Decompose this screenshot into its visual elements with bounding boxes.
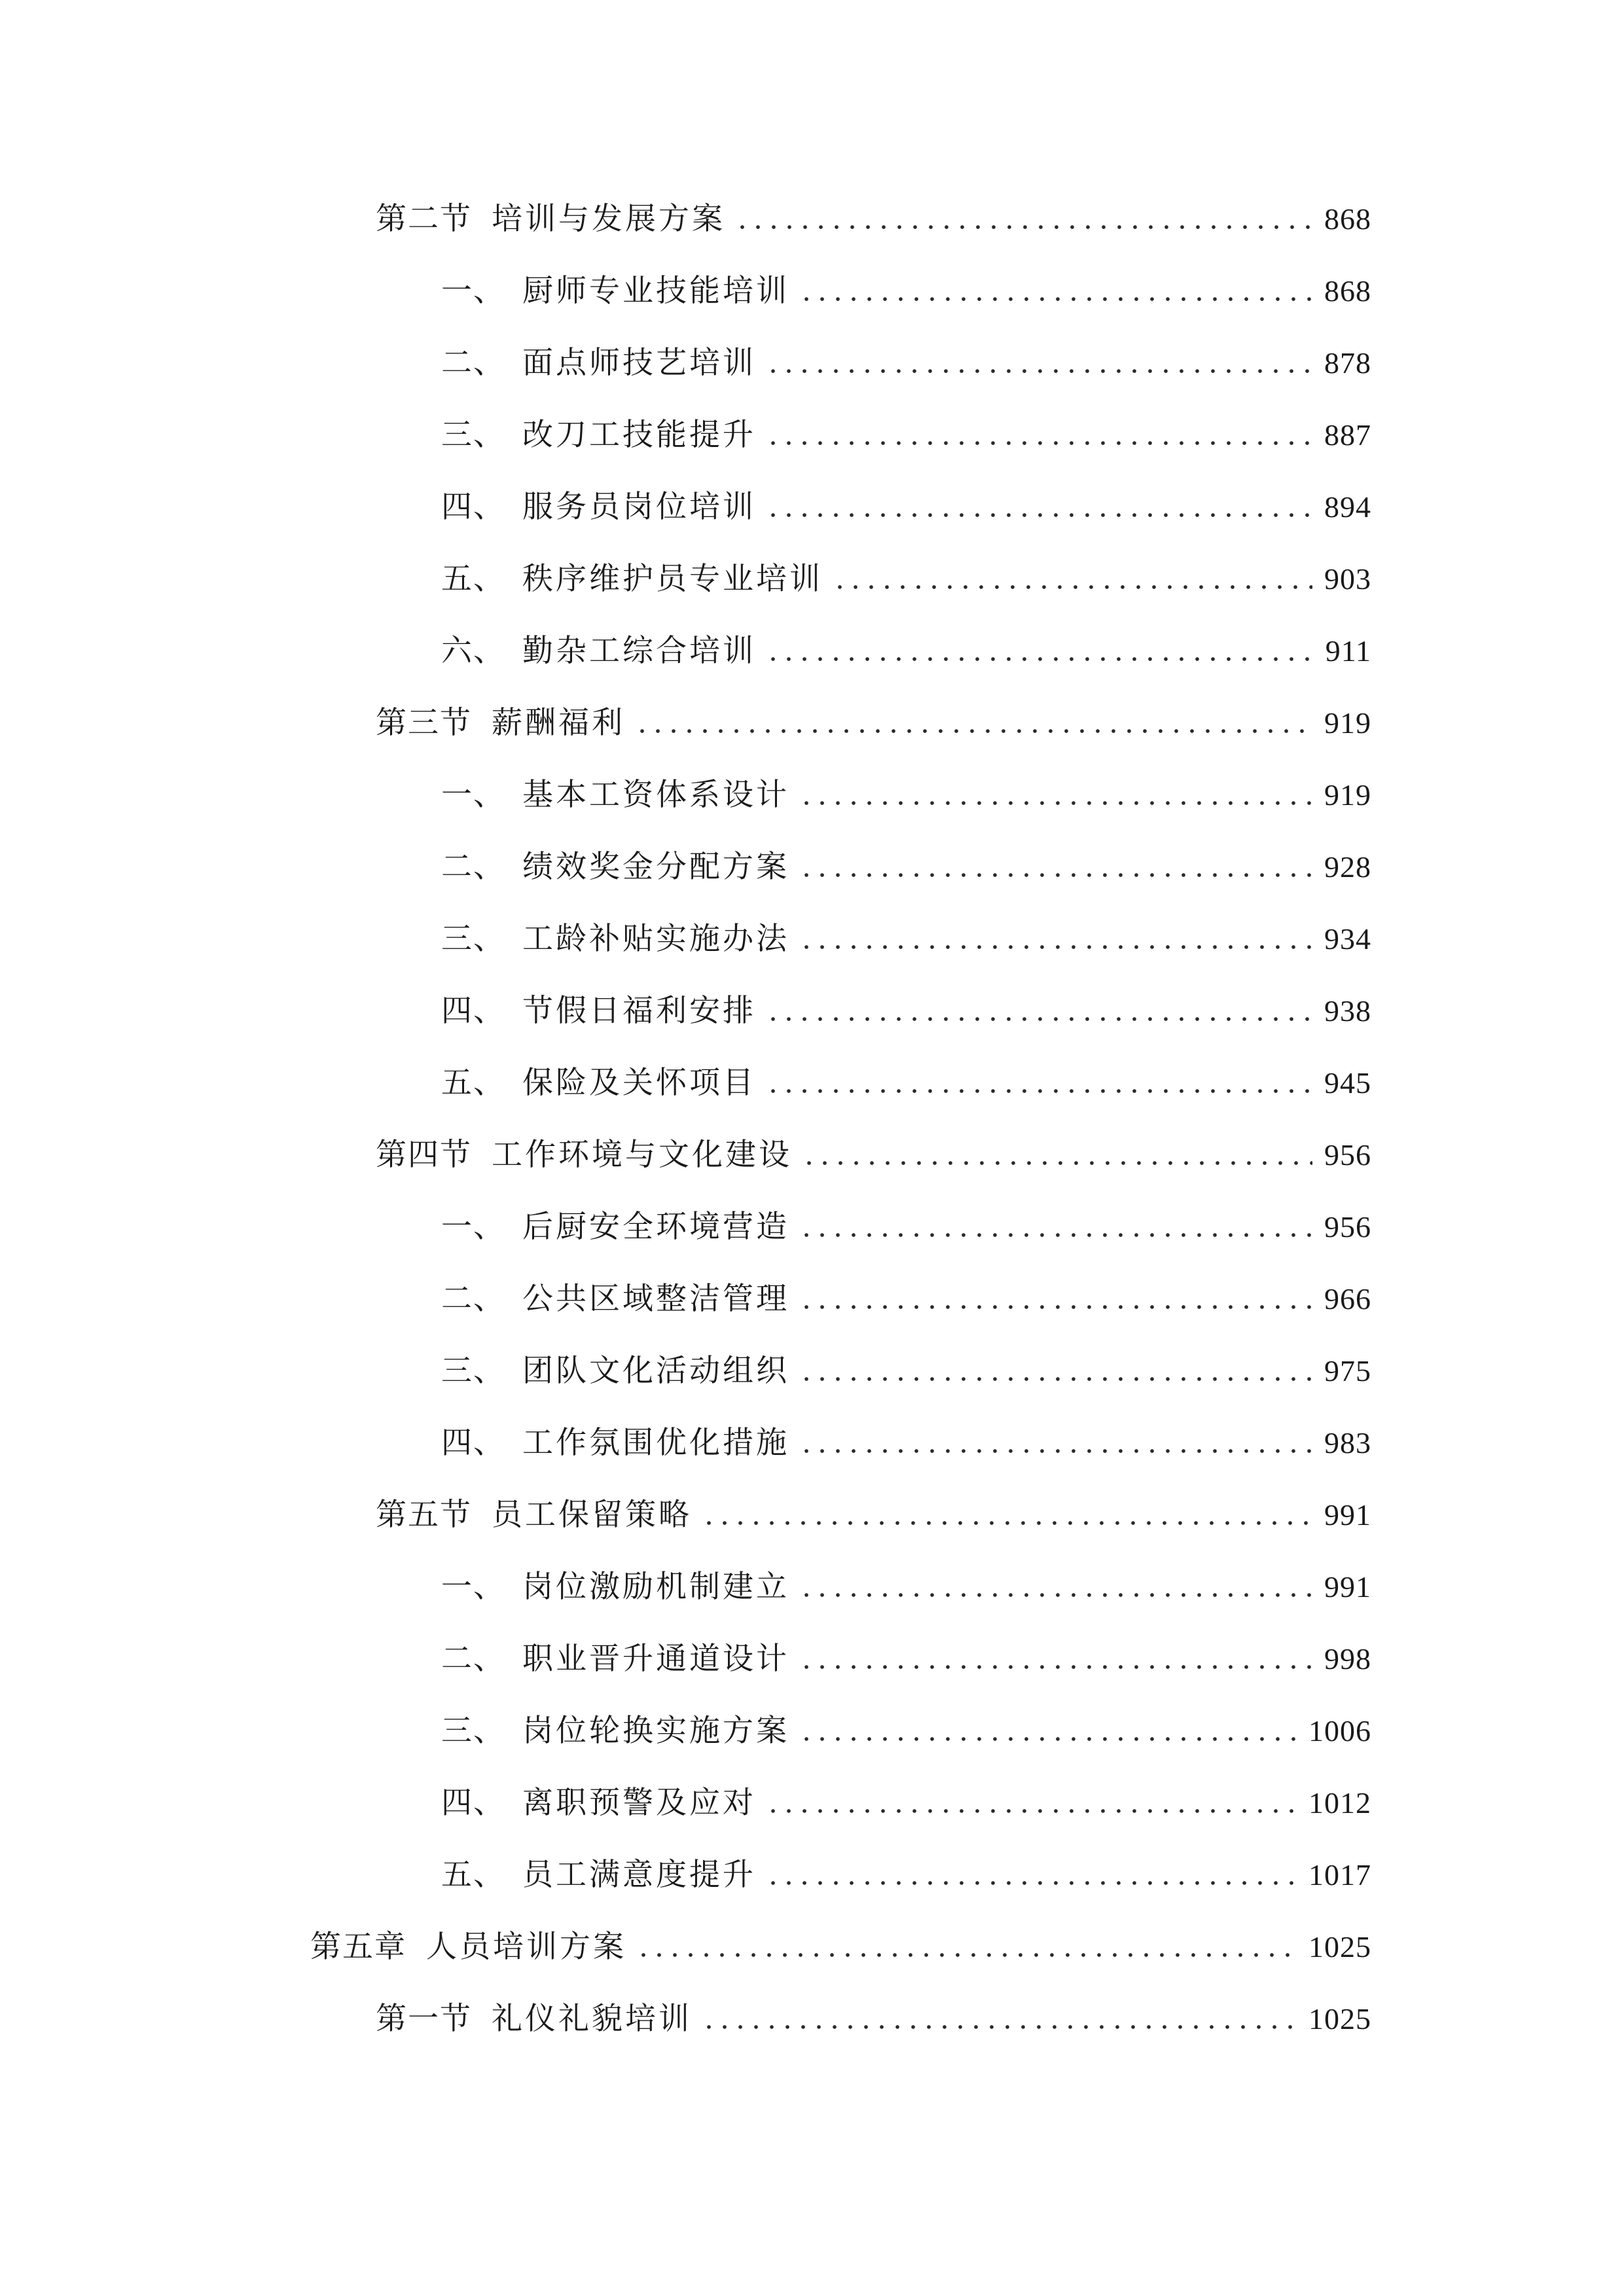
- toc-dot-leader: [799, 1736, 1297, 1742]
- toc-dot-leader: [765, 656, 1314, 662]
- toc-entry[interactable]: [441, 1276, 1371, 1322]
- toc-dot-leader: [799, 1448, 1312, 1454]
- toc-dot-leader: [799, 1232, 1312, 1238]
- toc-entry[interactable]: [441, 772, 1371, 818]
- toc-entry-label[interactable]: [441, 340, 756, 386]
- toc-entry-number: 三、: [441, 1713, 505, 1749]
- toc-entry-number: 一、: [441, 777, 505, 813]
- toc-entry-label[interactable]: [441, 268, 789, 314]
- toc-entry-title: 节假日福利安排: [522, 993, 756, 1029]
- toc-entry[interactable]: [376, 1996, 1371, 2042]
- toc-page-number[interactable]: 903: [1324, 562, 1371, 596]
- toc-dot-leader: [799, 1664, 1312, 1670]
- toc-entry-label[interactable]: [376, 700, 625, 746]
- toc-entry-title: 厨师专业技能培训: [522, 273, 789, 309]
- toc-entry-label[interactable]: [441, 484, 756, 530]
- toc-entry-label[interactable]: [441, 1780, 756, 1826]
- toc-entry-label[interactable]: [441, 772, 789, 818]
- toc-page-number[interactable]: 868: [1324, 202, 1371, 236]
- toc-entry[interactable]: [441, 628, 1371, 674]
- toc-dot-leader: [799, 872, 1312, 878]
- toc-entry[interactable]: [441, 1780, 1371, 1826]
- toc-entry-title: 职业晋升通道设计: [522, 1641, 789, 1677]
- toc-entry-number: 三、: [441, 1353, 505, 1389]
- toc-entry-number: 第三节: [376, 705, 472, 741]
- toc-page-number[interactable]: 868: [1324, 274, 1371, 308]
- toc-dot-leader: [765, 1016, 1312, 1022]
- toc-entry-title: 基本工资体系设计: [522, 777, 789, 813]
- toc-entry[interactable]: [441, 1060, 1371, 1106]
- toc-entry-number: 四、: [441, 1785, 505, 1821]
- toc-page-number[interactable]: 894: [1324, 490, 1371, 524]
- toc-entry[interactable]: [441, 484, 1371, 530]
- toc-entry-title: 绩效奖金分配方案: [522, 849, 789, 885]
- toc-entry-label[interactable]: [441, 916, 789, 962]
- toc-entry[interactable]: [441, 988, 1371, 1034]
- toc-entry-title: 工作环境与文化建设: [492, 1137, 792, 1173]
- toc-dot-leader: [799, 944, 1312, 950]
- toc-entry-label[interactable]: [376, 1996, 692, 2042]
- toc-entry[interactable]: [441, 556, 1371, 602]
- toc-entry[interactable]: [441, 1636, 1371, 1682]
- toc-entry-number: 一、: [441, 1209, 505, 1245]
- toc-entry-number: 一、: [441, 273, 505, 309]
- toc-entry-title: 团队文化活动组织: [522, 1353, 789, 1389]
- toc-entry-label[interactable]: [310, 1924, 626, 1970]
- toc-entry-label[interactable]: [441, 1060, 756, 1106]
- toc-dot-leader: [765, 1088, 1312, 1094]
- toc-entry-number: 四、: [441, 489, 505, 525]
- toc-entry-number: 五、: [441, 1065, 505, 1101]
- toc-entry-number: 五、: [441, 1857, 505, 1893]
- toc-dot-leader: [765, 440, 1312, 446]
- toc-entry[interactable]: [376, 1492, 1371, 1538]
- toc-entry-title: 工龄补贴实施办法: [522, 921, 789, 957]
- toc-page-number[interactable]: 983: [1324, 1426, 1371, 1460]
- toc-entry-number: 六、: [441, 633, 505, 669]
- toc-entry-label[interactable]: [441, 1852, 756, 1898]
- toc-page-number[interactable]: 956: [1324, 1138, 1371, 1172]
- toc-entry-title: 岗位激励机制建立: [522, 1569, 789, 1605]
- toc-entry[interactable]: [441, 412, 1371, 458]
- toc-entry[interactable]: [441, 1420, 1371, 1466]
- toc-page-number[interactable]: 928: [1324, 850, 1371, 884]
- toc-dot-leader: [799, 800, 1312, 806]
- toc-entry-label[interactable]: [441, 628, 756, 674]
- toc-page-number[interactable]: 878: [1324, 346, 1371, 380]
- toc-entry-number: 二、: [441, 1641, 505, 1677]
- toc-entry-label[interactable]: [441, 1564, 789, 1610]
- toc-page-number[interactable]: 1006: [1308, 1714, 1371, 1748]
- toc-dot-leader: [636, 1952, 1297, 1958]
- toc-entry-title: 面点师技艺培训: [522, 345, 756, 381]
- toc-entry-number: 第四节: [376, 1137, 472, 1173]
- toc-page-number[interactable]: 991: [1324, 1498, 1371, 1532]
- toc-entry-label[interactable]: [441, 1204, 789, 1250]
- toc-dot-leader: [799, 1304, 1312, 1310]
- toc-entry[interactable]: [441, 1204, 1371, 1250]
- toc-page-number[interactable]: 975: [1324, 1354, 1371, 1388]
- toc-page-number[interactable]: 1017: [1308, 1858, 1371, 1892]
- toc-entry-number: 二、: [441, 849, 505, 885]
- toc-entry-number: 二、: [441, 1281, 505, 1317]
- toc-entry-title: 服务员岗位培训: [522, 489, 756, 525]
- toc-entry-number: 第二节: [376, 201, 472, 237]
- toc-dot-leader: [799, 1376, 1312, 1382]
- toc-entry-number: 三、: [441, 417, 505, 453]
- toc-entry-label[interactable]: [441, 1276, 789, 1322]
- toc-entry-label[interactable]: [441, 412, 756, 458]
- toc-page-number[interactable]: 911: [1325, 634, 1371, 668]
- toc-entry-title: 勤杂工综合培训: [522, 633, 756, 669]
- toc-entry-title: 公共区域整洁管理: [522, 1281, 789, 1317]
- toc-entry[interactable]: [441, 916, 1371, 962]
- toc-entry-title: 后厨安全环境营造: [522, 1209, 789, 1245]
- toc-entry-number: 二、: [441, 345, 505, 381]
- toc-dot-leader: [701, 1520, 1312, 1526]
- toc-entry-label[interactable]: [376, 1492, 692, 1538]
- toc-entry-label[interactable]: [441, 988, 756, 1034]
- toc-entry-title: 薪酬福利: [492, 705, 625, 741]
- toc-entry-title: 离职预警及应对: [522, 1785, 756, 1821]
- toc-page-number[interactable]: 887: [1324, 418, 1371, 452]
- toc-page-number[interactable]: 934: [1324, 922, 1371, 956]
- toc-dot-leader: [734, 224, 1312, 230]
- toc-entry-number: 第五章: [310, 1929, 406, 1965]
- toc-entry-title: 保险及关怀项目: [522, 1065, 756, 1101]
- toc-dot-leader: [799, 296, 1312, 302]
- toc-dot-leader: [765, 368, 1312, 374]
- toc-entry-number: 三、: [441, 921, 505, 957]
- toc-entry[interactable]: [376, 196, 1371, 242]
- toc-entry-label[interactable]: [441, 1636, 789, 1682]
- toc-entry[interactable]: [441, 340, 1371, 386]
- toc-page-number[interactable]: 919: [1324, 706, 1371, 740]
- toc-entry-number: 第一节: [376, 2001, 472, 2037]
- toc-page-number[interactable]: 1025: [1308, 2002, 1371, 2036]
- toc-entry-label[interactable]: [441, 1348, 789, 1394]
- toc-entry[interactable]: [441, 1564, 1371, 1610]
- toc-entry[interactable]: [376, 1132, 1371, 1178]
- toc-page-number[interactable]: 956: [1324, 1210, 1371, 1244]
- toc-entry-number: 五、: [441, 561, 505, 597]
- toc-entry-title: 培训与发展方案: [492, 201, 725, 237]
- toc-entry-number: 一、: [441, 1569, 505, 1605]
- toc-dot-leader: [765, 1808, 1297, 1814]
- toc-dot-leader: [799, 1592, 1312, 1598]
- toc-page-number[interactable]: 938: [1324, 994, 1371, 1028]
- toc-dot-leader: [832, 584, 1312, 590]
- toc-entry-title: 改刀工技能提升: [522, 417, 756, 453]
- toc-entry-label[interactable]: [376, 196, 725, 242]
- toc-page-number[interactable]: 998: [1324, 1642, 1371, 1676]
- toc-entry-title: 工作氛围优化措施: [522, 1425, 789, 1461]
- toc-dot-leader: [701, 2024, 1297, 2030]
- toc-page-number[interactable]: 1025: [1308, 1930, 1371, 1964]
- toc-entry-number: 四、: [441, 993, 505, 1029]
- toc-page-number[interactable]: 991: [1324, 1570, 1371, 1604]
- toc-entry[interactable]: [441, 844, 1371, 890]
- toc-entry-label[interactable]: [441, 556, 823, 602]
- toc-entry[interactable]: [441, 1348, 1371, 1394]
- toc-entry[interactable]: [376, 700, 1371, 746]
- toc-entry-title: 礼仪礼貌培训: [492, 2001, 692, 2037]
- toc-entry[interactable]: [441, 1708, 1371, 1754]
- toc-entry-title: 员工满意度提升: [522, 1857, 756, 1893]
- toc-entry-title: 秩序维护员专业培训: [522, 561, 823, 597]
- toc-dot-leader: [765, 1880, 1297, 1886]
- toc-entry[interactable]: [310, 1924, 1371, 1970]
- toc-page-number[interactable]: 1012: [1308, 1786, 1371, 1820]
- toc-dot-leader: [765, 512, 1312, 518]
- toc-dot-leader: [634, 728, 1312, 734]
- toc-page-number[interactable]: 945: [1324, 1066, 1371, 1100]
- toc-entry[interactable]: [441, 268, 1371, 314]
- toc-entry-label[interactable]: [441, 844, 789, 890]
- toc-entry-label[interactable]: [441, 1420, 789, 1466]
- toc-entry-title: 员工保留策略: [492, 1497, 692, 1533]
- toc-entry-number: 第五节: [376, 1497, 472, 1533]
- toc-entry[interactable]: [441, 1852, 1371, 1898]
- toc-page-number[interactable]: 966: [1324, 1282, 1371, 1316]
- toc-entry-number: 四、: [441, 1425, 505, 1461]
- toc-entry-title: 人员培训方案: [426, 1929, 626, 1965]
- toc-entry-title: 岗位轮换实施方案: [522, 1713, 789, 1749]
- toc-page-number[interactable]: 919: [1324, 778, 1371, 812]
- toc-entry-label[interactable]: [441, 1708, 789, 1754]
- toc-dot-leader: [801, 1160, 1312, 1166]
- toc-entry-label[interactable]: [376, 1132, 792, 1178]
